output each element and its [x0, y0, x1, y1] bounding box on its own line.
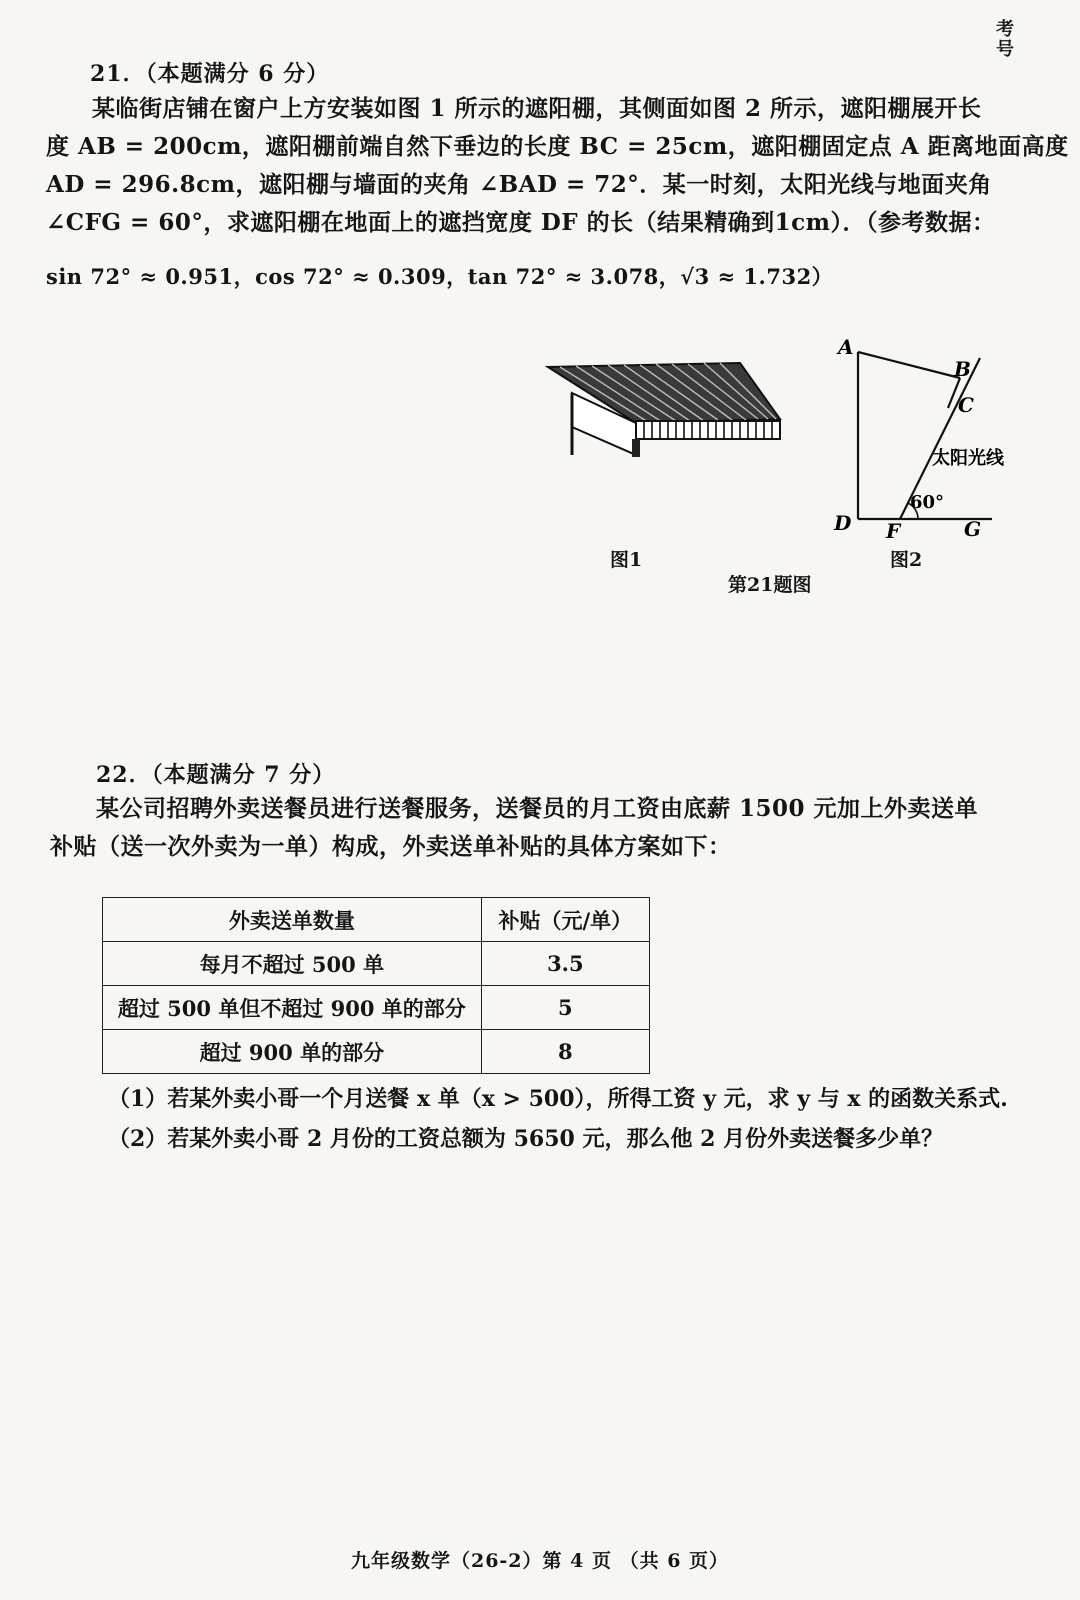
point-g-label: G	[964, 517, 982, 541]
sun-ray-label: 太阳光线	[932, 448, 1004, 469]
q21-reference: sin 72° ≈ 0.951，cos 72° ≈ 0.309，tan 72° ≈ 3.078，√3 ≈ 1.732）	[46, 264, 834, 289]
table-row	[103, 1030, 650, 1074]
point-a-label: A	[838, 335, 854, 359]
angle-60-label: 60°	[910, 492, 945, 513]
q22-line-2: 补贴（送一次外卖为一单）构成，外卖送单补贴的具体方案如下：	[50, 833, 732, 860]
q22-sub-question-2: （2）若某外卖小哥 2 月份的工资总额为 5650 元，那么他 2 月份外卖送餐多少单？	[108, 1126, 944, 1152]
table-header-row	[103, 898, 650, 942]
table-cell: 8	[481, 1030, 649, 1074]
q22-header: 22．（本题满分 7 分）	[96, 762, 336, 788]
figure-1-label: 图1	[610, 549, 643, 571]
q21-line-2: 度 AB = 200cm，遮阳棚前端自然下垂边的长度 BC = 25cm，遮阳棚固定点 A 距离地面高度	[46, 133, 1069, 160]
q21-body	[46, 90, 1069, 242]
point-c-label: C	[958, 393, 974, 417]
figure-2-label: 图2	[890, 549, 923, 571]
q22-body	[50, 790, 1000, 866]
q22-line-1: 某公司招聘外卖送餐员进行送餐服务，送餐员的月工资由底薪 1500 元加上外卖送单	[96, 795, 979, 822]
table-header-cell: 外卖送单数量	[103, 898, 482, 942]
table-cell: 每月不超过 500 单	[103, 942, 482, 986]
point-d-label: D	[834, 511, 852, 535]
table-row	[103, 942, 650, 986]
page-footer: 九年级数学（26-2）第 4 页 （共 6 页）	[350, 1550, 730, 1572]
figure-caption: 第21题图	[728, 574, 812, 596]
table-cell: 超过 900 单的部分	[103, 1030, 482, 1074]
point-b-label: B	[954, 357, 971, 381]
table-cell: 5	[481, 986, 649, 1030]
figure-1-awning	[540, 355, 790, 465]
q21-line-1: 某临街店铺在窗户上方安装如图 1 所示的遮阳棚，其侧面如图 2 所示，遮阳棚展开长	[92, 95, 982, 122]
subsidy-table	[102, 897, 650, 1074]
corner-mark: 考号	[996, 19, 1014, 60]
q21-line-4: ∠CFG = 60°，求遮阳棚在地面上的遮挡宽度 DF 的长（结果精确到1cm）．（参考数据：	[46, 209, 996, 236]
table-cell: 3.5	[481, 942, 649, 986]
q21-line-3: AD = 296.8cm，遮阳棚与墙面的夹角 ∠BAD = 72°．某一时刻，太阳光线与地面夹角	[46, 171, 992, 198]
table-cell: 超过 500 单但不超过 900 单的部分	[103, 986, 482, 1030]
q21-header: 21．（本题满分 6 分）	[90, 61, 330, 87]
table-row	[103, 986, 650, 1030]
q22-sub-question-1: （1）若某外卖小哥一个月送餐 x 单（x > 500），所得工资 y 元，求 y 与 x 的函数关系式.	[108, 1086, 1008, 1112]
figure-2-diagram	[830, 330, 1030, 545]
point-f-label: F	[886, 519, 901, 543]
table-header-cell: 补贴（元/单）	[481, 898, 649, 942]
